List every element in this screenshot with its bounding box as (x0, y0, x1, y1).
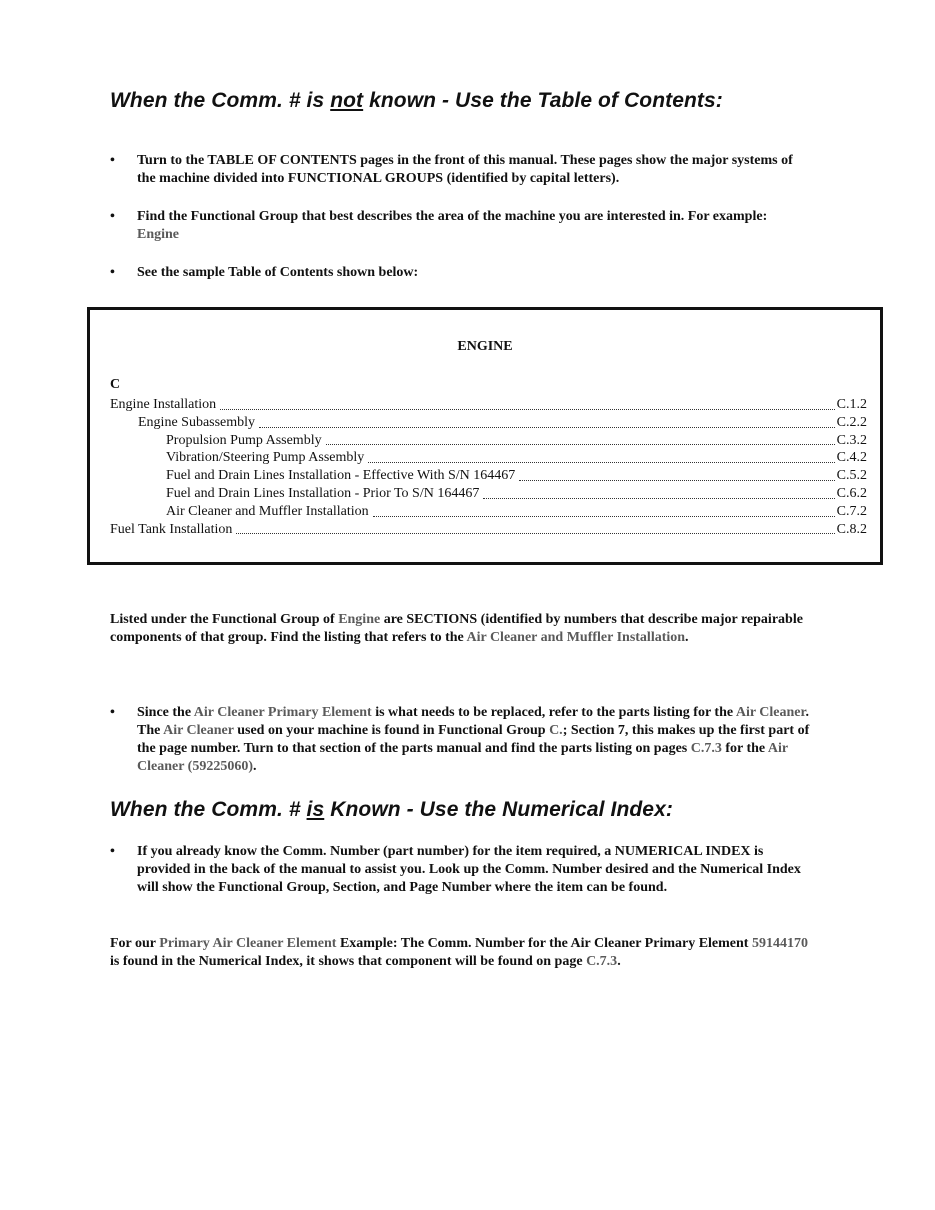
para-text: For our (110, 936, 160, 951)
para-text: are SECTIONS (identified by numbers that describe major repairable components of that group. Find the listing that refers to the (110, 612, 803, 645)
toc-entry (110, 396, 867, 414)
section-heading-table-of-contents (110, 89, 723, 113)
toc-entry-label: Engine Installation (110, 397, 217, 412)
highlight-primary-air-cleaner-element: Primary Air Cleaner Element (159, 936, 337, 951)
highlight-engine: Engine (137, 227, 180, 242)
bullet-text: If you already know the Comm. Number (part number) for the item required, a NUMERICAL INDEX is provided in the back of the manual to assist you. Look up the Comm. Number desired and the Numerical Index will show the Functional Group, Section, and Page Number where the item can be found. (137, 844, 801, 895)
toc-entry (110, 503, 867, 521)
bullet-icon: • (110, 153, 115, 168)
toc-entry-page: C.6.2 (836, 485, 867, 501)
bullet-icon: • (110, 265, 115, 280)
bullet-text: See the sample Table of Contents shown below: (137, 265, 419, 280)
instruction-bullet-3 (110, 264, 810, 282)
toc-entry-label: Fuel and Drain Lines Installation - Effective With S/N 164467 (166, 468, 516, 484)
heading-text: Known - Use the Numerical Index: (324, 798, 673, 821)
toc-entry-page: C.8.2 (836, 521, 867, 537)
toc-entry (110, 414, 867, 432)
para-text: Listed under the Functional Group of (110, 612, 339, 627)
toc-entry-page: C.5.2 (836, 468, 867, 484)
bullet-text (137, 704, 810, 776)
bullet-icon: • (110, 844, 115, 859)
bullet-icon: • (110, 705, 115, 720)
heading-text: When the Comm. # is (110, 89, 331, 112)
toc-entry-label: Fuel Tank Installation (110, 521, 233, 537)
para-text: Example: The Comm. Number for the Air Cleaner Primary Element (336, 936, 752, 951)
bullet-text-plain: is what needs to be replaced, refer to the parts listing for the (371, 705, 736, 720)
bullet-text-plain: . (253, 759, 257, 774)
toc-leader-dots (373, 515, 835, 517)
toc-leader-dots (326, 443, 835, 445)
toc-entry-label: Propulsion Pump Assembly (166, 432, 322, 448)
bullet-icon: • (110, 209, 115, 224)
heading-text: known - Use the Table of Contents: (363, 89, 723, 112)
toc-entry-label: Air Cleaner and Muffler Installation (166, 503, 369, 519)
toc-leader-dots (368, 461, 834, 463)
bullet-text-plain: for the (721, 741, 768, 756)
bullet-text-plain: ; Section 7, this makes up the first part of the page number. Turn to that section of the parts manual and find the parts listing on pages (137, 723, 810, 756)
heading-text: When the Comm. # (110, 798, 307, 821)
para-text: is found in the Numerical Index, it shows that component will be found on page (110, 954, 587, 969)
toc-leader-dots (220, 408, 835, 410)
toc-entry-label: Engine Subassembly (138, 414, 256, 430)
toc-leader-dots (519, 479, 834, 481)
highlight-page-c73: C.7.3 (690, 741, 722, 756)
toc-list (110, 396, 867, 538)
sample-table-of-contents (87, 307, 883, 565)
para-text: . (685, 630, 689, 645)
heading-emphasis: not (330, 89, 364, 112)
instruction-bullet-2 (110, 208, 810, 244)
toc-title: ENGINE (457, 339, 513, 354)
toc-entry-page: C.1.2 (836, 397, 867, 412)
highlight-page-c73: C.7.3 (586, 954, 618, 969)
highlight-air-cleaner: Air Cleaner (163, 723, 234, 738)
toc-entry (110, 449, 867, 467)
highlight-primary-element: Air Cleaner Primary Element (193, 705, 372, 720)
toc-entry-page: C.2.2 (836, 414, 867, 430)
bullet-text (137, 208, 810, 244)
toc-entry (110, 521, 867, 539)
toc-entry (110, 485, 867, 503)
toc-entry (110, 432, 867, 450)
toc-entry-page: C.3.2 (836, 432, 867, 448)
highlight-engine: Engine (338, 612, 381, 627)
bullet-text-plain: Since the (137, 705, 194, 720)
instruction-bullet-5 (110, 843, 810, 897)
bullet-text-plain: Find the Functional Group that best describes the area of the machine you are interested in. For example: (137, 209, 768, 224)
bullet-text-plain: used on your machine is found in Functional Group (233, 723, 550, 738)
example-paragraph (110, 935, 810, 971)
instruction-bullet-4 (110, 704, 810, 776)
toc-leader-dots (259, 426, 835, 428)
instruction-bullet-1 (110, 152, 810, 188)
highlight-group-c: C. (549, 723, 563, 738)
highlight-air-cleaner-installation: Air Cleaner and Muffler Installation (466, 630, 686, 645)
toc-entry-label: Vibration/Steering Pump Assembly (166, 450, 365, 466)
highlight-air-cleaner: Air Cleaner (735, 705, 806, 720)
bullet-text-plain: . The (137, 705, 809, 738)
toc-entry (110, 467, 867, 485)
highlight-part-number: 59144170 (751, 936, 808, 951)
functional-group-paragraph (110, 611, 810, 647)
section-heading-numerical-index (110, 798, 673, 822)
toc-entry-label: Fuel and Drain Lines Installation - Prior To S/N 164467 (166, 485, 480, 501)
heading-emphasis: is (306, 798, 325, 821)
highlight-air-cleaner-part: Air Cleaner (59225060) (137, 741, 788, 774)
toc-leader-dots (236, 532, 834, 534)
para-text: . (617, 954, 621, 969)
toc-leader-dots (483, 497, 834, 499)
toc-entry-page: C.4.2 (836, 450, 867, 466)
bullet-text: Turn to the TABLE OF CONTENTS pages in the front of this manual. These pages show the major systems of the machine divided into FUNCTIONAL GROUPS (identified by capital letters). (137, 153, 793, 186)
toc-group-letter: C (110, 377, 121, 392)
toc-entry-page: C.7.2 (836, 503, 867, 519)
